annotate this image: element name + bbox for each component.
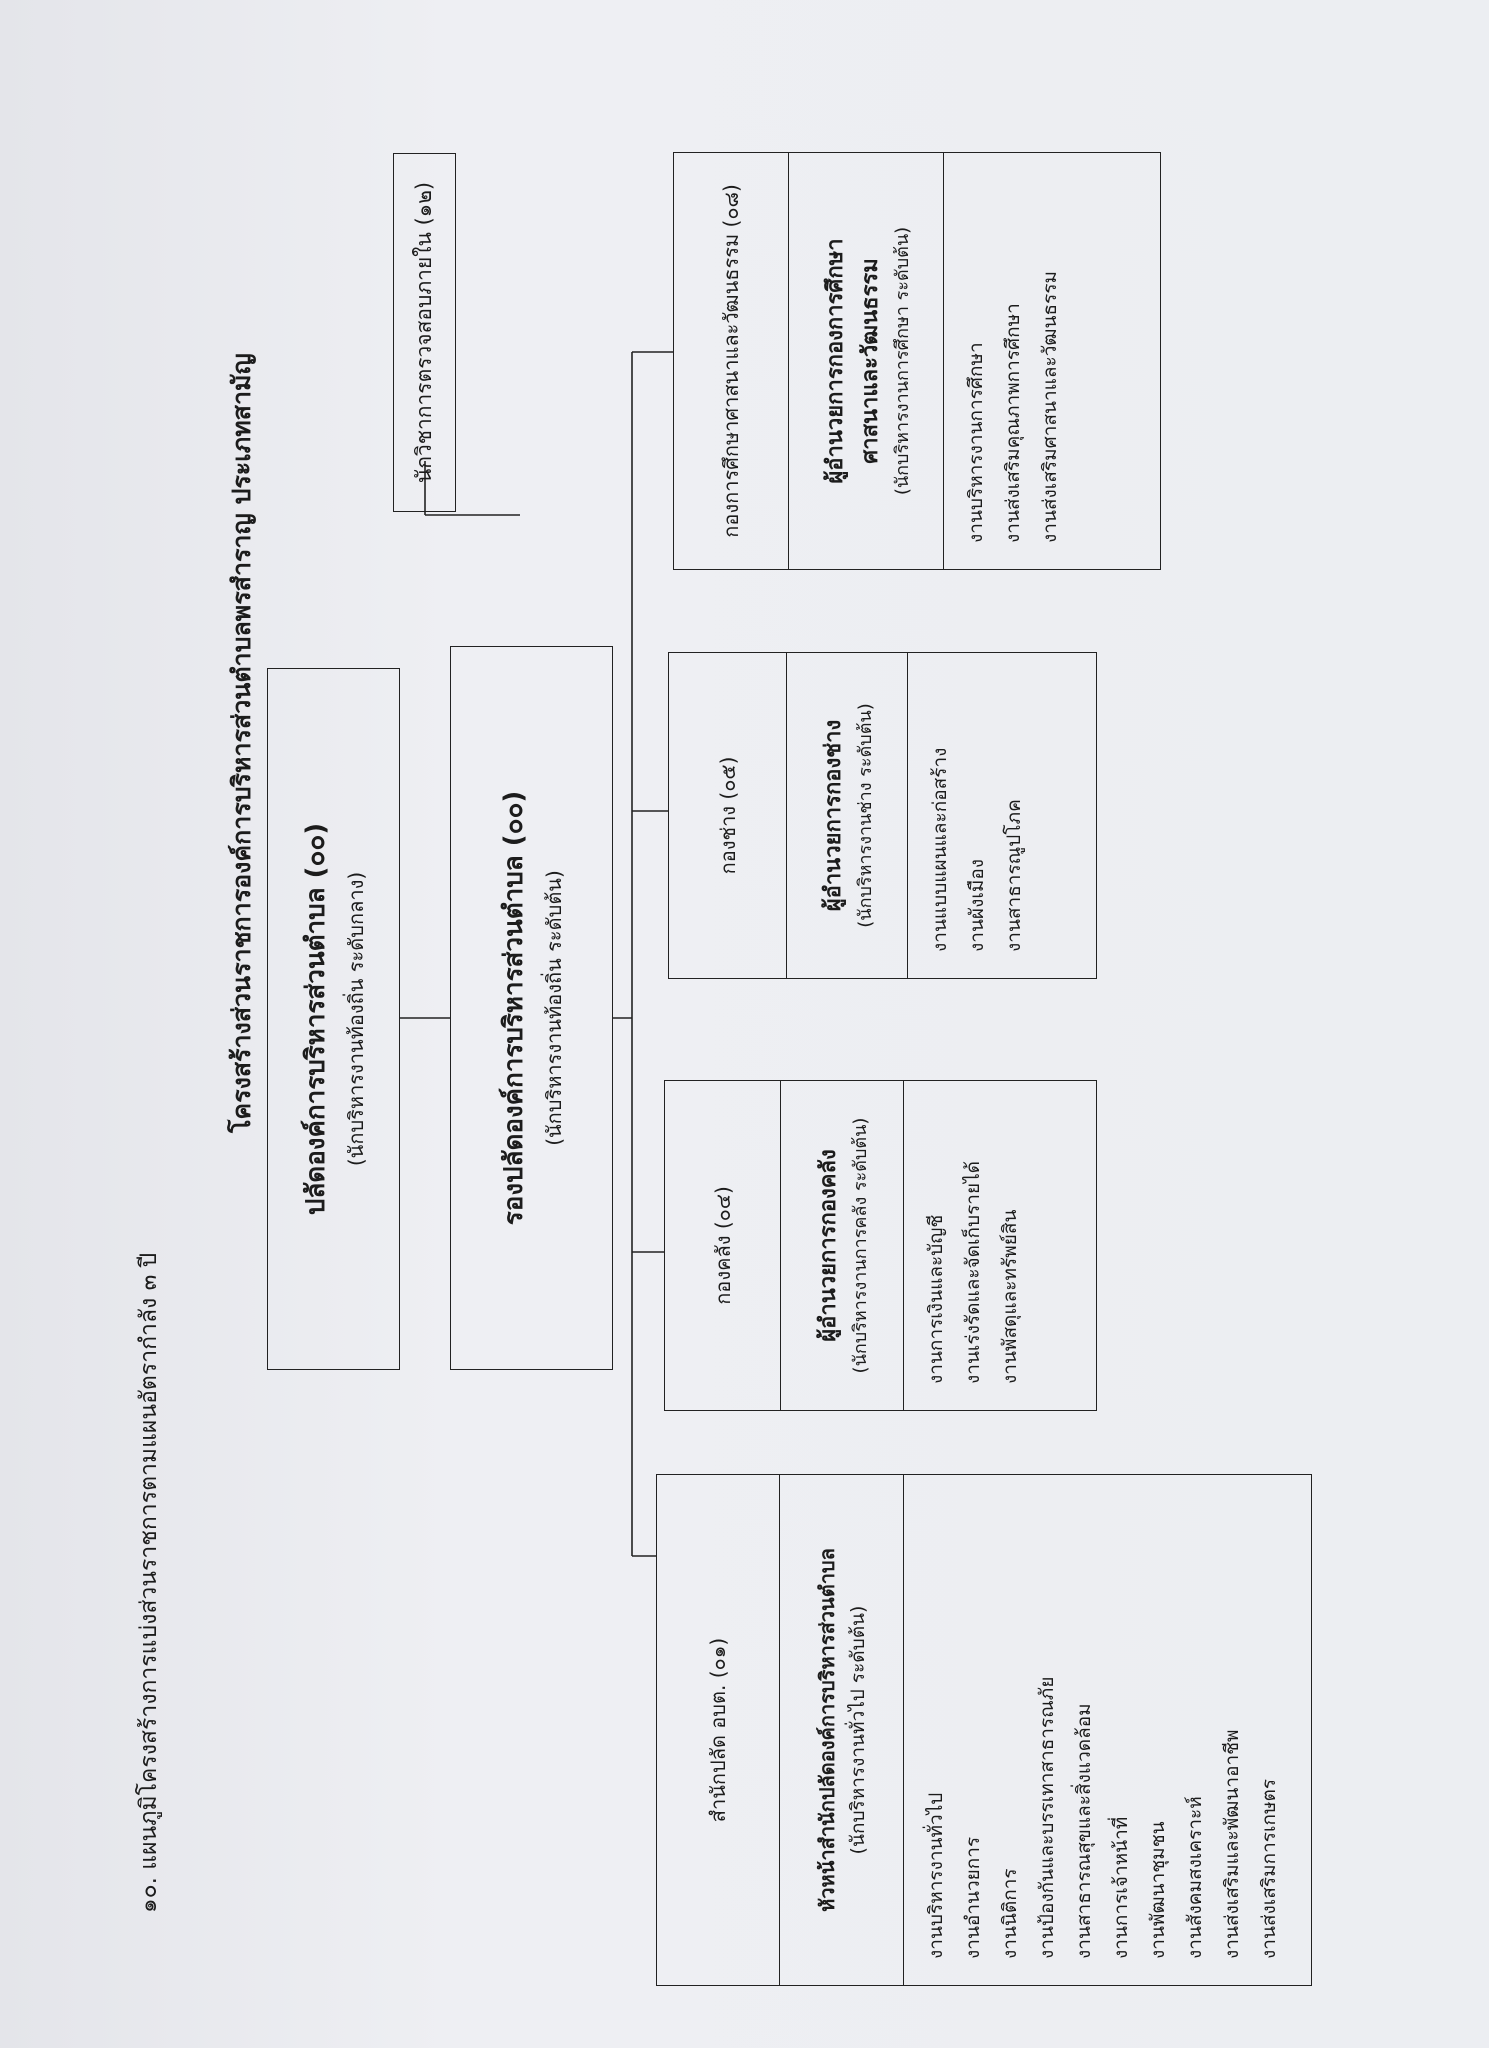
division-education-head-cell — [788, 153, 943, 569]
division-finance-name: กองคลัง (๐๔) — [710, 1186, 735, 1305]
division-works-name-cell — [669, 653, 786, 978]
task-item: งานนิติการ — [999, 1868, 1021, 1959]
task-item: งานส่งเสริมการเกษตร — [1258, 1778, 1280, 1959]
audit-title: นักวิชาการตรวจสอบภายใน (๑๒) — [412, 181, 436, 484]
task-item: งานส่งเสริมและพัฒนาอาชีพ — [1221, 1729, 1243, 1959]
task-item: งานสังคมสงเคราะห์ — [1184, 1796, 1206, 1959]
task-item: งานป้องกันและบรรเทาสาธารณภัย — [1036, 1676, 1058, 1959]
task-item: งานส่งเสริมศาสนาและวัฒนธรรม — [1039, 270, 1061, 543]
chart-title: โครงสร้างส่วนราชการองค์การบริหารส่วนตำบลพรสำราญ ประเภทสามัญ — [227, 353, 256, 1133]
division-works-name: กองช่าง (๐๕) — [715, 756, 740, 875]
division-finance-task-list — [903, 1081, 1098, 1410]
division-office-head: หัวหน้าสำนักปลัดองค์การบริหารส่วนตำบล — [814, 1548, 839, 1912]
chief-box — [267, 668, 400, 1370]
task-item: งานพัฒนาชุมชน — [1147, 1821, 1169, 1959]
task-item: งานบริหารงานทั่วไป — [925, 1792, 947, 1959]
division-education-head-sub: (นักบริหารงานการศึกษา ระดับต้น) — [891, 226, 913, 496]
division-finance-head-sub: (นักบริหารงานการคลัง ระดับต้น) — [850, 1117, 871, 1374]
division-works-task-list — [907, 653, 1098, 978]
division-works-head-cell — [786, 653, 907, 978]
deputy-box — [450, 646, 613, 1370]
division-finance-head-cell — [780, 1081, 903, 1410]
division-education — [673, 152, 1161, 570]
deputy-title: รองปลัดองค์การบริหารส่วนตำบล (๐๐) — [499, 790, 529, 1226]
task-item: งานการเงินและบัญชี — [925, 1214, 947, 1384]
division-works-head-sub: (นักบริหารงานช่าง ระดับต้น) — [855, 703, 876, 928]
task-item: งานบริหารงานการศึกษา — [965, 342, 987, 543]
chief-title: ปลัดองค์การบริหารส่วนตำบล (๐๐) — [301, 822, 331, 1216]
division-education-name-cell — [674, 153, 788, 569]
task-item: งานสาธารณูปโภค — [1003, 799, 1025, 952]
division-education-head: ผู้อำนวยการกองการศึกษา — [822, 238, 848, 484]
audit-box — [393, 153, 456, 512]
page-heading: ๑๐. แผนภูมิโครงสร้างการแบ่งส่วนราชการตามแผนอัตรากำลัง ๓ ปี — [136, 1252, 162, 1913]
division-finance-head: ผู้อำนวยการกองคลัง — [816, 1149, 841, 1342]
task-item: งานส่งเสริมคุณภาพการศึกษา — [1002, 303, 1024, 543]
chief-subtitle: (นักบริหารงานท้องถิ่น ระดับกลาง) — [344, 871, 368, 1167]
division-office-head-sub: (นักบริหารงานทั่วไป ระดับต้น) — [846, 1605, 869, 1855]
division-office-head-cell — [779, 1475, 903, 1985]
division-office-name-cell — [657, 1475, 779, 1985]
division-office — [656, 1474, 1312, 1986]
division-works — [668, 652, 1097, 979]
task-item: งานเร่งรัดและจัดเก็บรายได้ — [962, 1161, 984, 1384]
task-item: งานการเจ้าหน้าที่ — [1110, 1816, 1132, 1959]
division-education-task-list — [943, 153, 1162, 569]
division-education-head-line2: ศาสนาและวัฒนธรรม — [857, 258, 883, 464]
task-item: งานสาธารณสุขและสิ่งแวดล้อม — [1073, 1703, 1095, 1959]
division-education-name: กองการศึกษาศาสนาและวัฒนธรรม (๐๘) — [719, 184, 743, 538]
deputy-subtitle: (นักบริหารงานท้องถิ่น ระดับต้น) — [542, 870, 566, 1146]
division-finance — [664, 1080, 1097, 1411]
division-office-name: สำนักปลัด อบต. (๐๑) — [706, 1637, 730, 1823]
task-item: งานอำนวยการ — [962, 1836, 984, 1959]
task-item: งานพัสดุและทรัพย์สิน — [999, 1209, 1021, 1384]
division-finance-name-cell — [665, 1081, 780, 1410]
division-office-task-list — [903, 1475, 1313, 1985]
task-item: งานแบบแผนและก่อสร้าง — [929, 747, 951, 952]
task-item: งานผังเมือง — [966, 858, 988, 952]
division-works-head: ผู้อำนวยการกองช่าง — [821, 719, 846, 912]
